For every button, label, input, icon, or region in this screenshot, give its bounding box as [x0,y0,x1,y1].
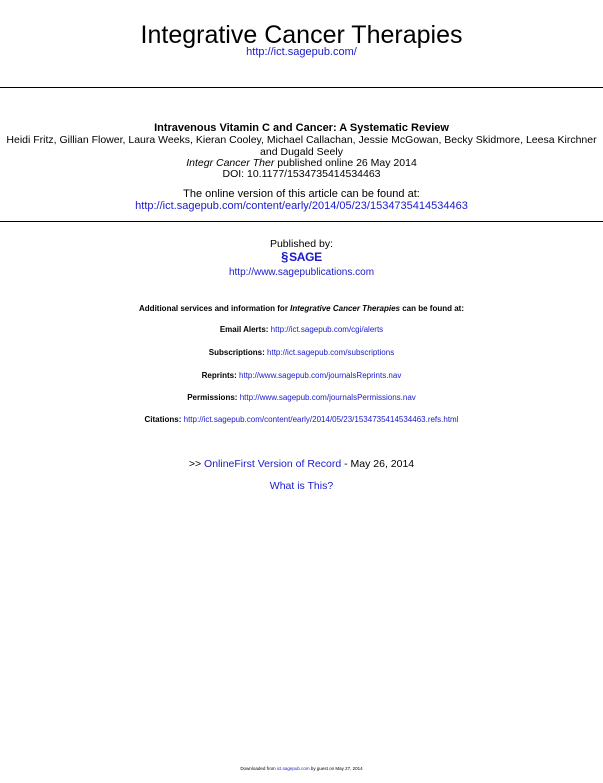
citations-link[interactable]: http://ict.sagepub.com/content/early/2014/05/23/1534735414534463.refs.html [183,415,459,424]
permissions-link[interactable]: http://www.sagepub.com/journalsPermissions.nav [239,393,416,402]
online-version-link[interactable]: http://ict.sagepub.com/content/early/2014/05/23/1534735414534463 [135,200,468,212]
journal-url-line [0,46,603,58]
citations-row [0,415,603,424]
permissions-row [0,393,603,402]
reprints-label: Reprints: [201,371,237,380]
sage-logo[interactable] [0,249,603,264]
what-is-this-line [0,480,603,492]
publisher-url-line [0,267,603,278]
permissions-label: Permissions: [187,393,238,402]
online-version-line [0,200,603,212]
download-footer [0,766,603,771]
subscriptions-row [0,348,603,357]
email-alerts-link[interactable]: http://ict.sagepub.com/cgi/alerts [270,325,384,334]
online-first-link[interactable]: OnlineFirst Version of Record [204,458,342,470]
journal-title: Integrative Cancer Therapies [140,21,463,49]
services-intro-journal: Integrative Cancer Therapies [290,304,400,313]
online-first-line [0,458,603,470]
article-title: Intravenous Vitamin C and Cancer: A Systematic Review [154,122,449,134]
divider-top [0,87,603,88]
doi: DOI: 10.1177/1534735414534463 [222,168,381,180]
sage-s-icon: § [281,249,289,264]
footer-site-link[interactable]: ict.sagepub.com [276,766,310,771]
article-authors: Heidi Fritz, Gillian Flower, Laura Weeks, Kieran Cooley, Michael Callachan, Jessie McGowan, Becky Skidmore, Leesa Kirchner and Dugald Seely [6,134,597,158]
online-version-text: The online version of this article can be found at: [183,188,420,200]
published-by-label: Published by: [269,238,334,250]
online-first-date: - May 26, 2014 [341,458,415,470]
divider-middle [0,221,603,222]
subscriptions-label: Subscriptions: [208,348,265,357]
subscriptions-link[interactable]: http://ict.sagepub.com/subscriptions [267,348,395,357]
footer-suffix: by guest on May 27, 2014 [309,766,363,771]
online-first-prefix: >> [188,458,205,470]
journal-abbrev: Integr Cancer Ther [186,157,275,169]
sage-logo-text: SAGE [289,250,322,264]
reprints-row [0,371,603,380]
published-date-text: published online 26 May 2014 [274,157,417,169]
publisher-url-link[interactable]: http://www.sagepublications.com [228,267,375,278]
services-intro-prefix: Additional services and information for [139,304,291,313]
footer-prefix: Downloaded from [240,766,277,771]
journal-url-link[interactable]: http://ict.sagepub.com/ [246,46,357,58]
email-alerts-row [0,325,603,334]
email-alerts-label: Email Alerts: [219,325,269,334]
reprints-link[interactable]: http://www.sagepub.com/journalsReprints.nav [239,371,402,380]
services-intro [0,304,603,313]
what-is-this-link[interactable]: What is This? [269,480,334,492]
services-intro-suffix: can be found at: [399,304,464,313]
citations-label: Citations: [144,415,182,424]
